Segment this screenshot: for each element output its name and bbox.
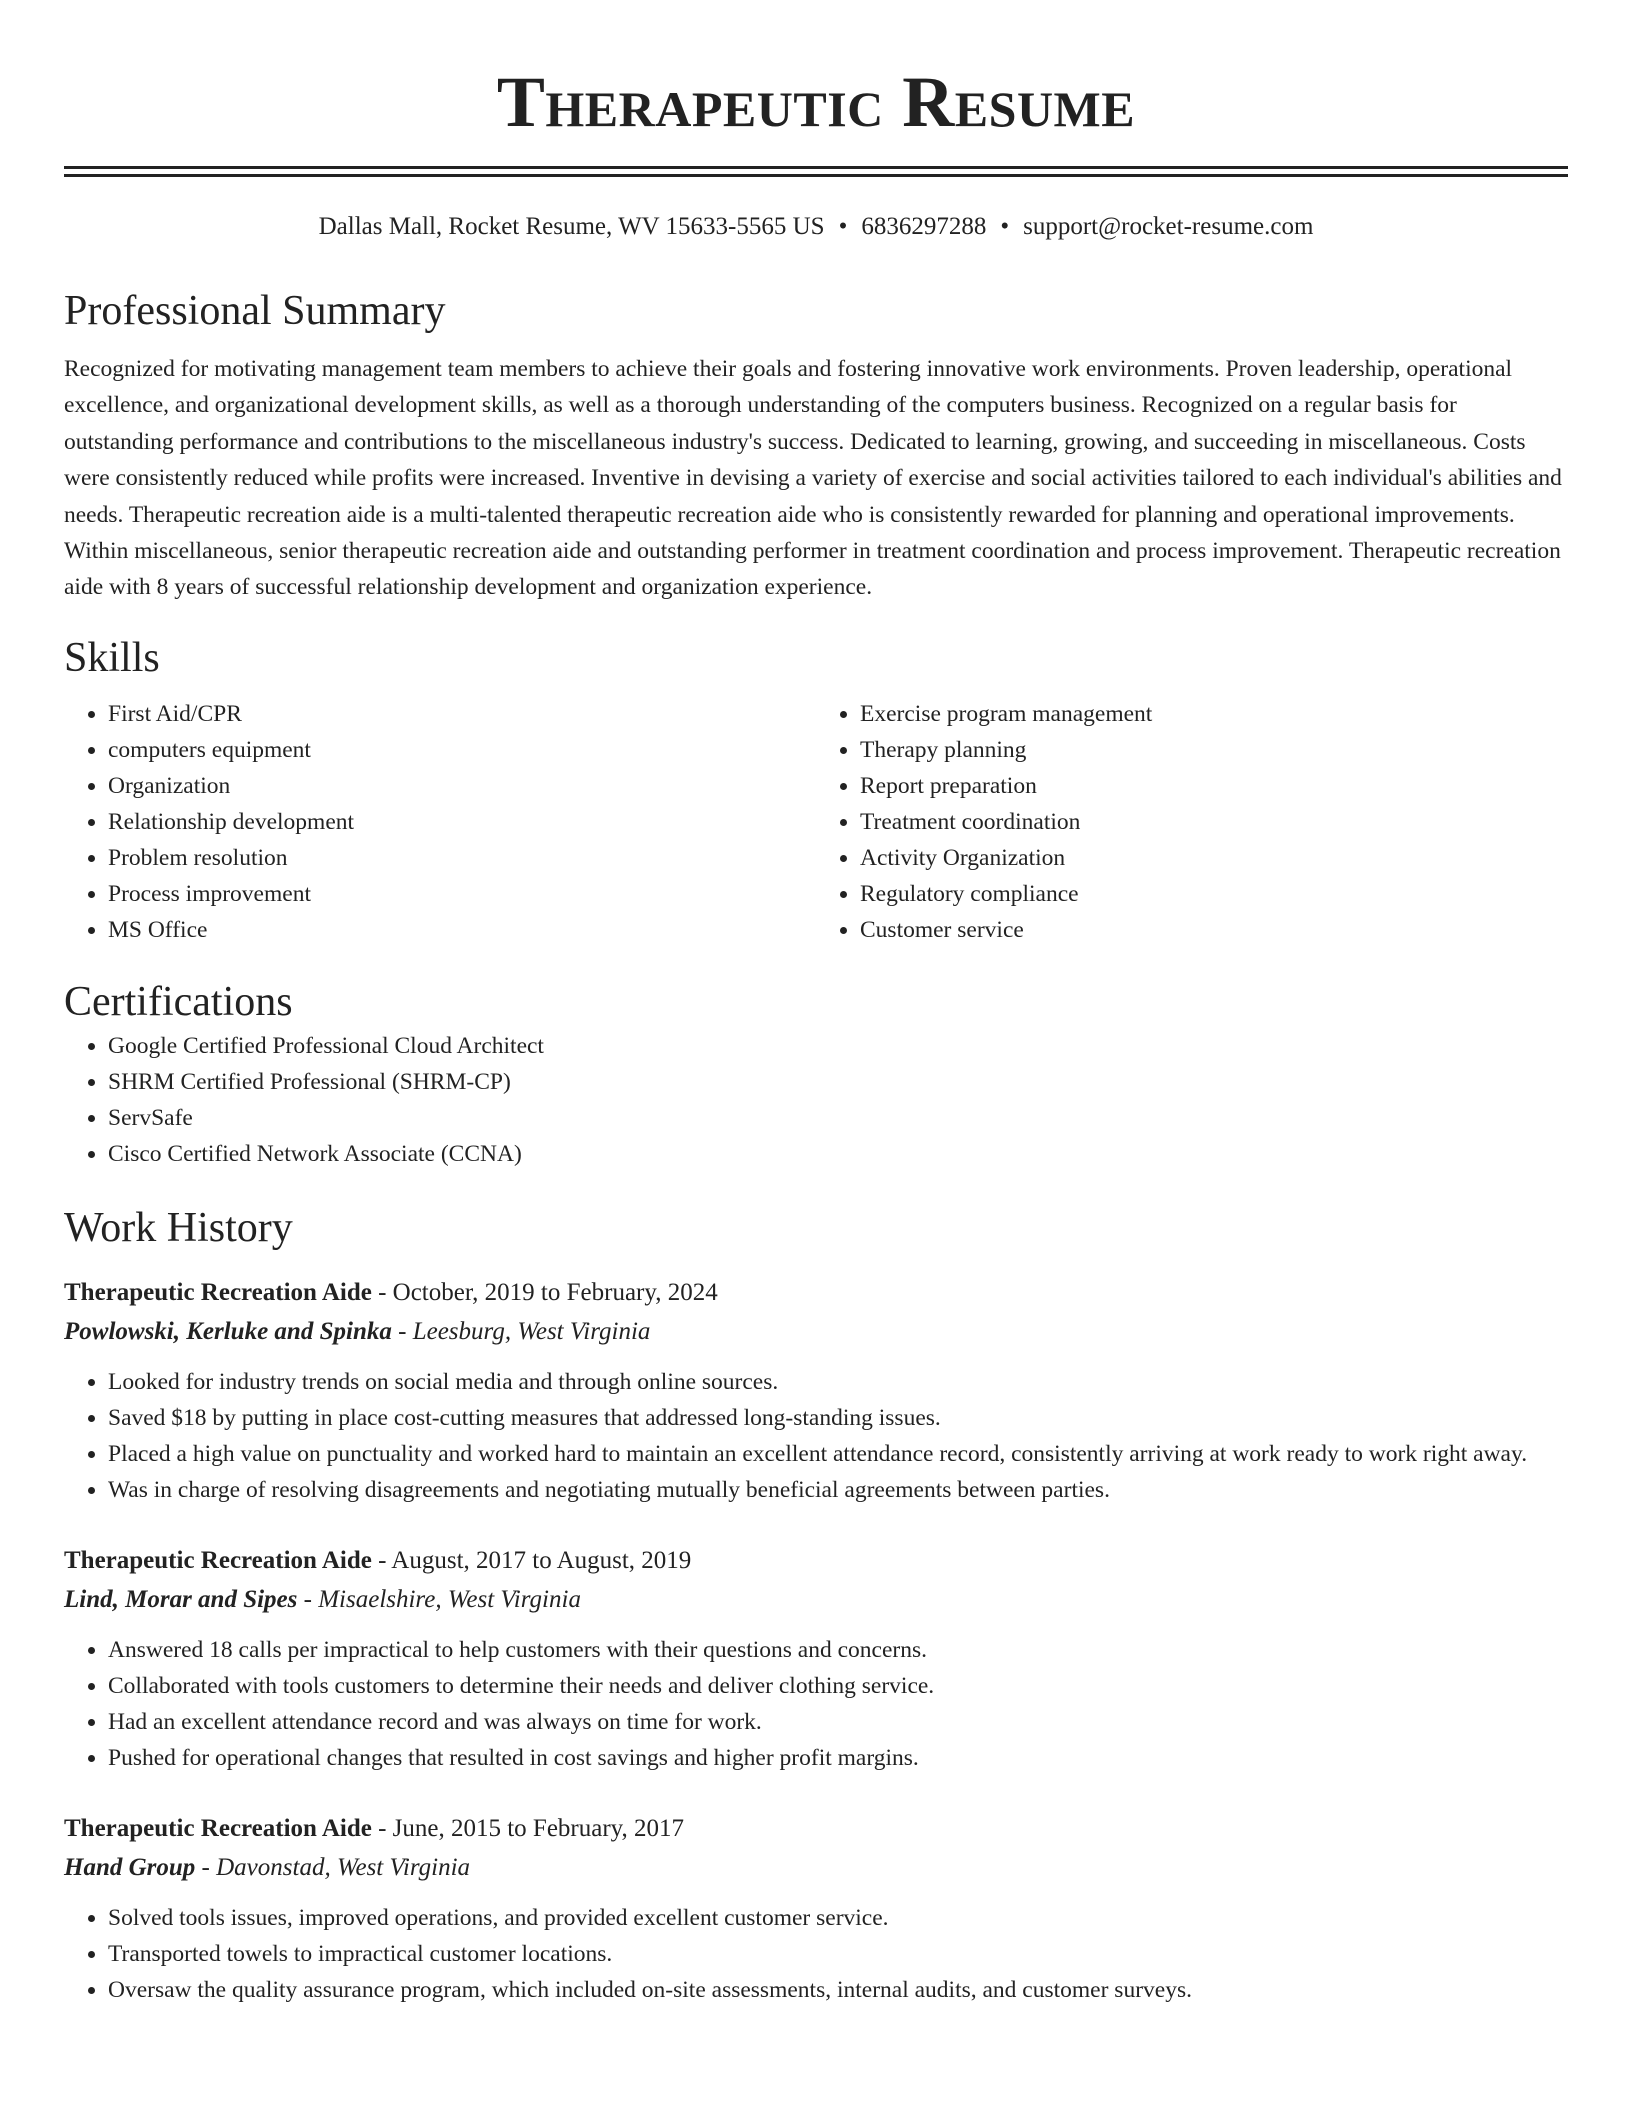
job-dates: August, 2017 to August, 2019 [391,1546,692,1574]
summary-heading: Professional Summary [64,288,446,334]
job-bullet: • Saved $18 by putting in place cost-cutting measures that addressed long-standing issues. [108,1400,1568,1436]
certification-item: • SHRM Certified Professional (SHRM-CP) [108,1064,1568,1100]
job-role: Therapeutic Recreation Aide [64,1546,372,1574]
skill-item: • Treatment coordination [860,804,1568,840]
job-dates: October, 2019 to February, 2024 [392,1278,718,1306]
skill-item: • Process improvement [108,876,816,912]
contact-address: Dallas Mall, Rocket Resume, WV 15633-5565 US [318,213,825,240]
skill-item: • Exercise program management [860,696,1568,732]
job-bullet: • Answered 18 calls per impractical to help customers with their questions and concerns. [108,1632,1568,1668]
job-bullets [64,1900,1568,2008]
contact-email[interactable]: support@rocket-resume.com [1023,213,1314,240]
job-role: Therapeutic Recreation Aide [64,1814,372,1842]
skill-item: • First Aid/CPR [108,696,816,732]
skill-item: • MS Office [108,912,816,948]
job-bullet: • Oversaw the quality assurance program, which included on-site assessments, internal audits, and customer surveys. [108,1972,1568,2008]
job-bullet: • Was in charge of resolving disagreements and negotiating mutually beneficial agreements between parties. [108,1472,1568,1508]
contact-line [64,211,1568,243]
job-company: Hand Group [64,1853,196,1881]
job-entry [64,1810,1568,2008]
skills-list-left [64,696,816,948]
job-bullet: • Placed a high value on punctuality and worked hard to maintain an excellent attendance record, consistently arriving at work ready to work right away. [108,1436,1568,1472]
job-bullets [64,1364,1568,1508]
skill-item: • Problem resolution [108,840,816,876]
skills-heading: Skills [64,634,160,681]
skill-item: • Activity Organization [860,840,1568,876]
job-bullet: • Pushed for operational changes that resulted in cost savings and higher profit margins. [108,1740,1568,1776]
work-history-heading: Work History [64,1204,293,1251]
job-bullets [64,1632,1568,1776]
resume-title: Therapeutic Resume [496,62,1136,142]
skill-item: • Report preparation [860,768,1568,804]
job-location: Misaelshire, West Virginia [318,1585,581,1613]
skill-item: • Organization [108,768,816,804]
job-company: Powlowski, Kerluke and Spinka [64,1317,392,1345]
skills-columns [64,696,1568,948]
job-location: Leesburg, West Virginia [412,1317,651,1345]
skill-item: • Regulatory compliance [860,876,1568,912]
skill-item: • Relationship development [108,804,816,840]
skill-item: • Customer service [860,912,1568,948]
job-header: Therapeutic Recreation Aide - June, 2015 to February, 2017 [64,1814,685,1842]
summary-text: Recognized for motivating management team members to achieve their goals and fostering innovative work environments. Proven leadership, operational excellence, and organizational development skills, as well as a thorough understanding of the computers business. Recognized on a regular basis for outstanding performance and contributions to the miscellaneous industry's success. Dedicated to learning, growing, and succeeding in miscellaneous. Costs were consistently reduced while profits were increased. Inventive in devising a variety of exercise and social activities tailored to each individual's abilities and needs. Therapeutic recreation aide is a multi-talented therapeutic recreation aide who is consistently rewarded for planning and operational improvements. Within miscellaneous, senior therapeutic recreation aide and outstanding performer in treatment coordination and process improvement. Therapeutic recreation aide with 8 years of successful relationship development and organization experience. [64,356,1562,601]
certification-item: • Cisco Certified Network Associate (CCNA) [108,1136,1568,1172]
job-employer: Hand Group - Davonstad, West Virginia [64,1853,471,1881]
contact-separator: • [838,213,848,240]
job-bullet: • Had an excellent attendance record and was always on time for work. [108,1704,1568,1740]
certification-item: • ServSafe [108,1100,1568,1136]
job-header: Therapeutic Recreation Aide - August, 2017 to August, 2019 [64,1546,692,1574]
job-location: Davonstad, West Virginia [216,1853,471,1881]
title-double-rule [64,166,1568,177]
job-dates: June, 2015 to February, 2017 [392,1814,685,1842]
job-entry [64,1274,1568,1508]
job-employer: Powlowski, Kerluke and Spinka - Leesburg, West Virginia [64,1317,651,1345]
job-bullet: • Solved tools issues, improved operations, and provided excellent customer service. [108,1900,1568,1936]
job-entry [64,1542,1568,1776]
contact-phone: 6836297288 [861,213,987,240]
contact-separator: • [1000,213,1010,240]
job-bullet: • Transported towels to impractical customer locations. [108,1936,1568,1972]
job-header: Therapeutic Recreation Aide - October, 2019 to February, 2024 [64,1278,718,1306]
job-company: Lind, Morar and Sipes [64,1585,298,1613]
certification-item: • Google Certified Professional Cloud Architect [108,1028,1568,1064]
skill-item: • computers equipment [108,732,816,768]
job-employer: Lind, Morar and Sipes - Misaelshire, West Virginia [64,1585,581,1613]
job-bullet: • Looked for industry trends on social media and through online sources. [108,1364,1568,1400]
certifications-list [64,1028,1568,1172]
skills-list-right [816,696,1568,948]
skill-item: • Therapy planning [860,732,1568,768]
job-bullet: • Collaborated with tools customers to determine their needs and deliver clothing service. [108,1668,1568,1704]
job-role: Therapeutic Recreation Aide [64,1278,372,1306]
certifications-heading: Certifications [64,978,293,1025]
